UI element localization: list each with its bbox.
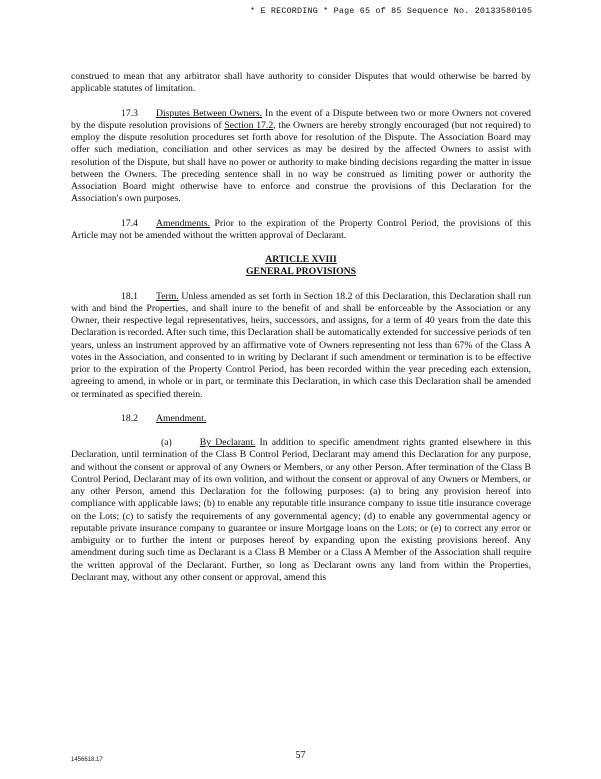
section-number: 17.4 [121,217,138,229]
section-text: In the event of a Dispute between two or more Owners not covered by the dispute resolution provisions of [71,107,531,131]
recording-header: * E RECORDING * Page 65 of 85 Sequence No. 20133580105 [250,6,533,16]
subsection-label: (a) [161,437,172,448]
section-heading: Disputes Between Owners. [155,107,263,119]
section-text: Unless amended as set forth in Section 18.2 of this Declaration, this Declaration shall run with and bind the Properties, and shall inure to the benefit of and shall be enforceable by the Association or any Owner, their respective legal representatives, heirs, successors, and assigns, for a term of 40 years from the date this Declaration is recorded. After such time, this Declaration shall be automatically extended for successive periods of ten years, unless an instrument approved by an affirmative vote of Owners representing not less than 67% of the Class A votes in the Association, and consented to in writing by Declarant if such amendment or termination is to be effective prior to the expiration of the Property Control Period, has been recorded within the year preceding each extension, agreeing to amend, in whole or in part, or terminate this Declaration, in which case this Declaration shall be amended or terminated as specified therein. [71,290,532,400]
section-heading: Term. [155,290,179,302]
subsection-text: In addition to specific amendment rights granted elsewhere in this Declaration, until termination of the Class B Control Period, Declarant may amend this Declaration for any purpose, and without the consent or approval of any Owners or Members, or any other Person. After termination of the Class B Control Period, Declarant may of its own volition, and without the consent or approval of any Owners or Members, or any other Person, amend this Declaration for the following purposes: (a) to bring any provision hereof into compliance with applicable laws; (b) to enable any reputable title insurance company to issue title insurance coverage on the Lots; (c) to satisfy the requirements of any governmental agency; (d) to enable any governmental agency or reputable private insurance company to guarantee or insure Mortgage loans on the Lots; or (e) to correct any error or ambiguity or to further the intent or purposes hereof by expanding upon the existing provisions hereof. Any amendment during such time as Declarant is a Class B Member or a Class A Member of the Association shall require the written approval of the Declarant. Further, so long as Declarant owns any land from within the Properties, Declarant may, without any other consent or approval, amend this [71,437,532,583]
section-text: Prior to the expiration of the Property Control Period, the provisions of this Article may not be amended without the written approval of Declarant. [71,217,531,241]
section-17-3 [71,108,531,206]
section-heading: Amendment. [155,412,207,424]
section-number: 18.2 [121,412,138,424]
page-number: 57 [295,750,306,761]
document-id: 1456618.17 [71,757,103,763]
article-title: GENERAL PROVISIONS [245,266,357,278]
document-body [71,71,531,584]
section-text: , the Owners are hereby strongly encouraged (but not required) to employ the dispute resolution procedures set forth above for resolution of the Dispute. The Association Board may offer such mediation, conciliation and other services as may be desired by the affected Owners to assist with resolution of the Dispute, but shall have no power or authority to make binding decisions regarding the matter in issue between the Owners. The preceding sentence shall in no way be construed as limiting power or authority the Association Board might otherwise have to enforce and construe the provisions of this Declaration for the Association's own purposes. [71,119,531,205]
article-number: ARTICLE XVIII [265,254,337,265]
section-18-2 [71,413,531,425]
section-heading: Amendments. [155,217,211,229]
section-reference: Section 17.2 [224,119,274,131]
paragraph-continuation: construed to mean that any arbitrator shall have authority to consider Disputes that would otherwise be barred by applicable statutes of limitation. [71,71,531,95]
article-heading [71,254,531,279]
section-18-1 [71,291,531,401]
subsection-heading: By Declarant. [199,437,256,448]
section-number: 17.3 [121,107,138,119]
section-18-2-a [71,437,531,584]
section-number: 18.1 [121,290,138,302]
section-17-4 [71,218,531,243]
